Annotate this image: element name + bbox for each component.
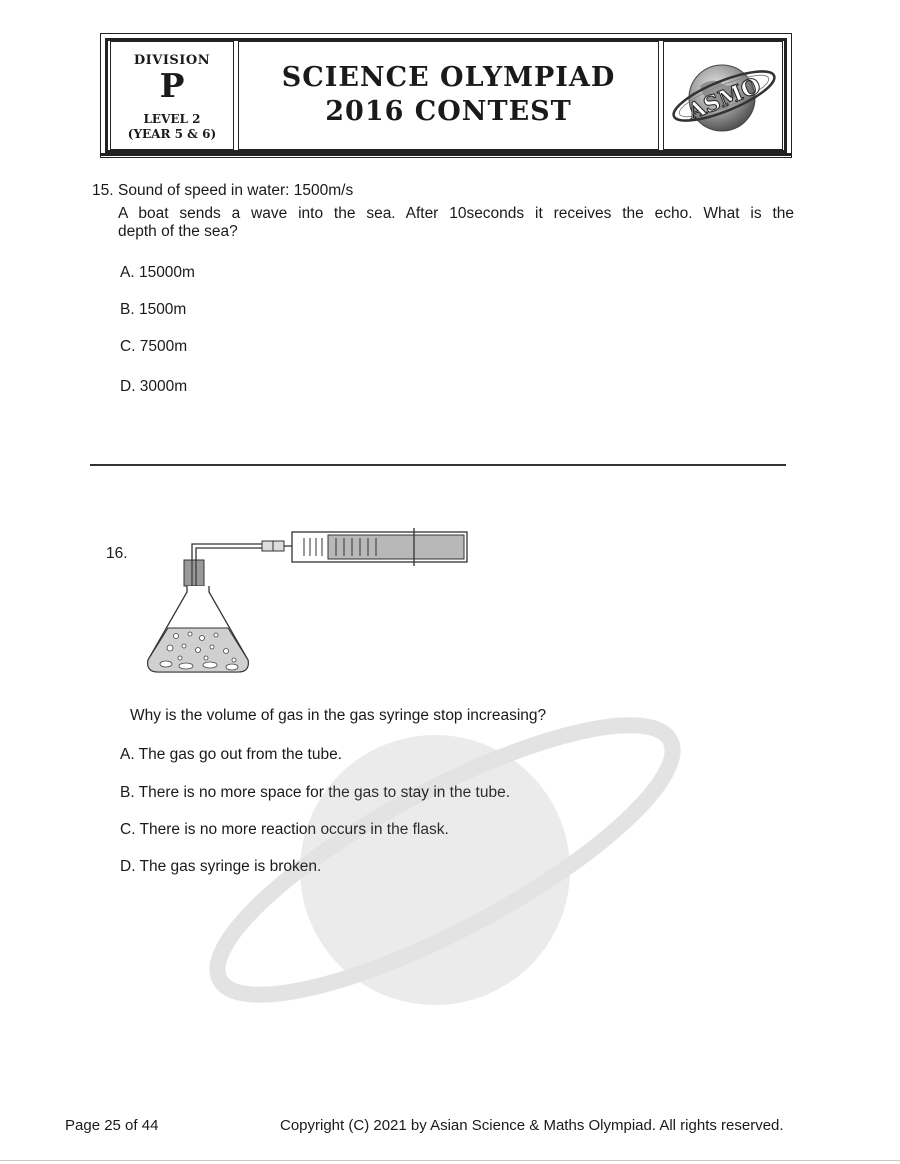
q16-option-d[interactable]: D. The gas syringe is broken. xyxy=(120,858,322,875)
header-bottom-rule xyxy=(100,153,792,156)
q16-option-b[interactable]: B. There is no more space for the gas to stay in the tube. xyxy=(120,784,511,801)
q15-option-d[interactable]: D. 3000m xyxy=(120,378,188,395)
q15-number: 15. xyxy=(92,182,114,199)
question-divider xyxy=(90,464,786,466)
division-letter: P xyxy=(159,66,185,105)
division-label: DIVISION xyxy=(133,53,211,68)
q15-line3: depth of the sea? xyxy=(118,223,238,240)
watermark-logo xyxy=(185,690,705,1030)
contest-title-line2: 2016 CONTEST xyxy=(325,96,572,127)
q16-option-a[interactable]: A. The gas go out from the tube. xyxy=(120,746,343,763)
q16-number: 16. xyxy=(106,545,128,562)
q15-option-b[interactable]: B. 1500m xyxy=(120,301,187,318)
q16-question: Why is the volume of gas in the gas syringe stop increasing? xyxy=(130,707,547,724)
level-label: LEVEL 2 xyxy=(143,112,201,126)
footer-edge-line xyxy=(0,1160,900,1161)
year-label: (YEAR 5 & 6) xyxy=(127,127,217,141)
asmo-logo xyxy=(666,46,782,146)
logo-text: ASMO xyxy=(684,72,765,126)
copyright-notice: Copyright (C) 2021 by Asian Science & Maths Olympiad. All rights reserved. xyxy=(280,1117,784,1134)
q15-line1: Sound of speed in water: 1500m/s xyxy=(118,182,354,199)
contest-title-line1: SCIENCE OLYMPIAD xyxy=(281,62,616,93)
q15-option-c[interactable]: C. 7500m xyxy=(120,338,188,355)
q15-line2: A boat sends a wave into the sea. After 10seconds it receives the echo. What is the xyxy=(118,205,794,222)
q16-option-c[interactable]: C. There is no more reaction occurs in the flask. xyxy=(120,821,449,838)
page-number: Page 25 of 44 xyxy=(65,1117,159,1134)
q15-option-a[interactable]: A. 15000m xyxy=(120,264,195,281)
flask-syringe-diagram xyxy=(140,520,480,680)
